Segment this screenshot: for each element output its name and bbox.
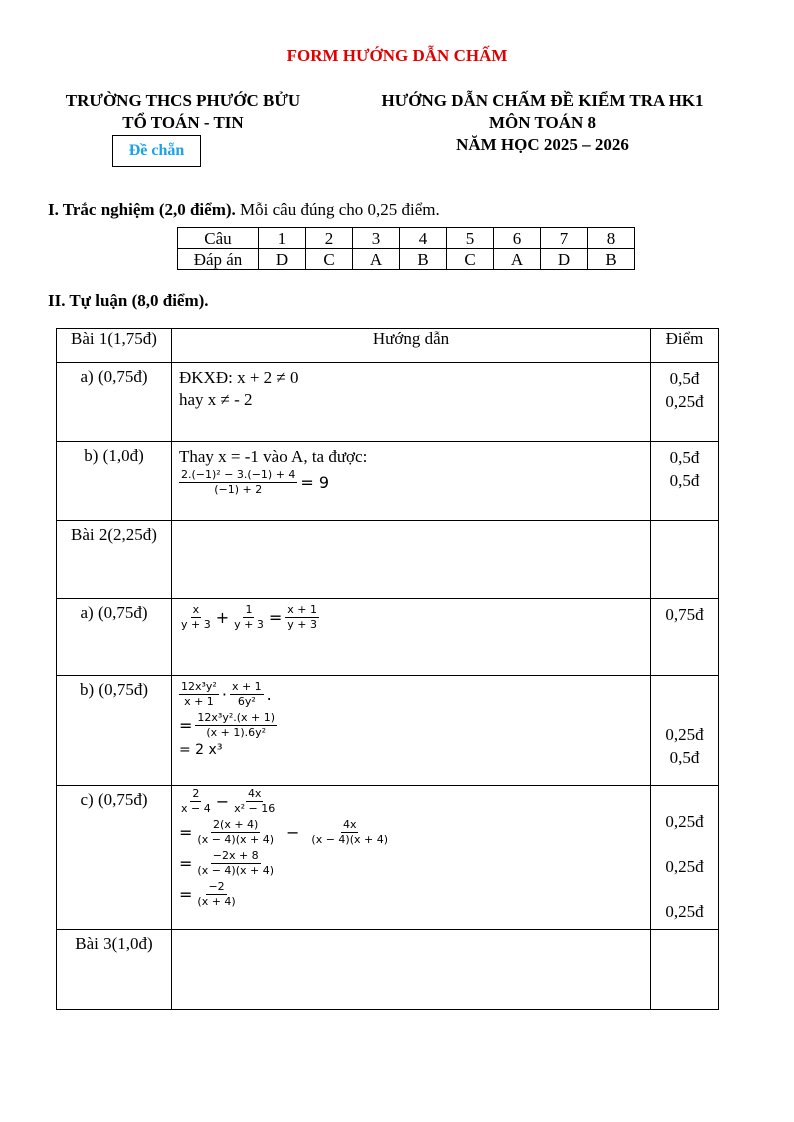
fraction-denominator: (x − 4)(x + 4) xyxy=(197,833,275,846)
fraction-numerator: 2 xyxy=(192,787,200,800)
score: 0,75đ xyxy=(665,605,704,624)
guide-line: ĐKXĐ: x + 2 ≠ 0 xyxy=(179,368,299,387)
answer-cell: A xyxy=(494,249,541,270)
version-label: Đề chẵn xyxy=(112,135,201,167)
guide-cell xyxy=(172,442,651,521)
score: 0,25đ xyxy=(665,857,704,876)
table-row-bai2 xyxy=(57,521,719,599)
fraction-numerator: 2(x + 4) xyxy=(213,818,259,831)
answer-cell: C xyxy=(447,249,494,270)
answer-cell: D xyxy=(541,249,588,270)
fraction-numerator: 4x xyxy=(247,787,262,800)
problem-label: Bài 3(1,0đ) xyxy=(57,930,172,1010)
score: 0,25đ xyxy=(665,812,704,831)
fraction xyxy=(195,711,277,740)
fraction-denominator: x − 4 xyxy=(181,802,211,815)
fraction-numerator: x xyxy=(192,603,200,616)
guide-cell xyxy=(172,930,651,1010)
question-number: 3 xyxy=(353,228,400,249)
answer-row xyxy=(178,249,635,270)
operator: . xyxy=(266,685,272,704)
question-number: 5 xyxy=(447,228,494,249)
table-row-b2c xyxy=(57,786,719,930)
school-header xyxy=(48,90,318,134)
fraction-denominator: y + 3 xyxy=(287,618,317,631)
guide-cell xyxy=(172,676,651,786)
fraction-denominator: (x + 4) xyxy=(197,895,236,908)
answer-cell: B xyxy=(588,249,635,270)
fraction-denominator: (x − 4)(x + 4) xyxy=(311,833,389,846)
part-label: a) (0,75đ) xyxy=(57,599,172,676)
section1-heading xyxy=(48,200,440,220)
form-title: FORM HƯỚNG DẪN CHẤM xyxy=(286,46,508,65)
fraction-denominator: x + 1 xyxy=(184,695,214,708)
fraction-denominator: x² − 16 xyxy=(234,802,276,815)
question-row-label: Câu xyxy=(178,228,259,249)
score: 0,5đ xyxy=(669,471,700,490)
question-number: 8 xyxy=(588,228,635,249)
table-row-b1a xyxy=(57,363,719,442)
fraction-numerator: 4x xyxy=(342,818,357,831)
exam-header xyxy=(355,90,730,156)
guide-cell xyxy=(172,521,651,599)
exam-title: HƯỚNG DẪN CHẤM ĐỀ KIỂM TRA HK1 xyxy=(381,91,704,110)
question-number: 1 xyxy=(259,228,306,249)
score: 0,5đ xyxy=(669,369,700,388)
table-row-b2b xyxy=(57,676,719,786)
operator: · xyxy=(221,685,227,704)
score-cell xyxy=(651,786,719,930)
operator: = xyxy=(179,823,193,842)
fraction-denominator: (x − 4)(x + 4) xyxy=(197,864,275,877)
department-name: TỔ TOÁN - TIN xyxy=(122,113,244,132)
grading-table xyxy=(56,328,719,1010)
fraction-denominator: 6y² xyxy=(237,695,256,708)
fraction-numerator: −2 xyxy=(208,880,225,893)
fraction xyxy=(179,603,213,632)
score: 0,25đ xyxy=(665,725,704,744)
score-cell xyxy=(651,521,719,599)
score-cell xyxy=(651,599,719,676)
result: = 9 xyxy=(300,473,330,492)
table-row-bai3 xyxy=(57,930,719,1010)
header-guide: Hướng dẫn xyxy=(172,329,651,363)
answer-cell: B xyxy=(400,249,447,270)
section1-title: I. Trắc nghiệm (2,0 điểm). xyxy=(48,200,236,219)
exam-subject: MÔN TOÁN 8 xyxy=(488,113,597,132)
answer-cell: C xyxy=(306,249,353,270)
formula-line xyxy=(179,711,650,740)
formula-line xyxy=(179,880,650,909)
fraction-numerator: 2.(−1)² − 3.(−1) + 4 xyxy=(181,468,296,481)
fraction xyxy=(195,880,237,909)
operator: − xyxy=(286,823,300,842)
fraction-numerator: 12x³y².(x + 1) xyxy=(197,711,276,724)
formula-line xyxy=(179,818,650,847)
question-number: 6 xyxy=(494,228,541,249)
operator: − xyxy=(215,792,230,811)
fraction-numerator: 1 xyxy=(245,603,253,616)
question-number: 7 xyxy=(541,228,588,249)
multiple-choice-table xyxy=(177,227,635,270)
question-number: 2 xyxy=(306,228,353,249)
fraction xyxy=(195,818,276,847)
part-label: b) (1,0đ) xyxy=(57,442,172,521)
score-cell xyxy=(651,363,719,442)
exam-year: NĂM HỌC 2025 – 2026 xyxy=(456,135,629,154)
part-label: b) (0,75đ) xyxy=(57,676,172,786)
table-row-b1b xyxy=(57,442,719,521)
question-number: 4 xyxy=(400,228,447,249)
operator: + xyxy=(215,608,230,627)
fraction-numerator: −2x + 8 xyxy=(212,849,259,862)
part-label: c) (0,75đ) xyxy=(57,786,172,930)
fraction-denominator: (−1) + 2 xyxy=(214,483,263,496)
school-name: TRƯỜNG THCS PHƯỚC BỬU xyxy=(65,91,301,110)
score-cell xyxy=(651,676,719,786)
score-cell xyxy=(651,442,719,521)
formula-line xyxy=(179,742,650,758)
fraction xyxy=(179,680,219,709)
fraction-numerator: 12x³y² xyxy=(181,680,217,693)
operator: = xyxy=(268,608,283,627)
fraction-numerator: x + 1 xyxy=(287,603,317,616)
formula-line xyxy=(179,680,650,709)
fraction xyxy=(285,603,319,632)
guide-cell xyxy=(172,363,651,442)
header-score: Điểm xyxy=(651,329,719,363)
question-row xyxy=(178,228,635,249)
table-header-row xyxy=(57,329,719,363)
fraction xyxy=(232,787,277,816)
table-row-b2a xyxy=(57,599,719,676)
fraction xyxy=(309,818,390,847)
section2-heading xyxy=(48,291,209,311)
score: 0,25đ xyxy=(665,392,704,411)
fraction-denominator: y + 3 xyxy=(234,618,264,631)
section1-note: Mỗi câu đúng cho 0,25 điểm. xyxy=(235,200,440,219)
operator: = xyxy=(179,885,193,904)
fraction-numerator: x + 1 xyxy=(231,680,262,693)
problem-label: Bài 2(2,25đ) xyxy=(57,521,172,599)
score-cell xyxy=(651,930,719,1010)
score: 0,5đ xyxy=(669,748,700,767)
answer-row-label: Đáp án xyxy=(178,249,259,270)
fraction xyxy=(230,680,264,709)
fraction-denominator: y + 3 xyxy=(181,618,211,631)
fraction xyxy=(232,603,266,632)
fraction xyxy=(179,787,213,816)
answer-cell: A xyxy=(353,249,400,270)
header-problem: Bài 1(1,75đ) xyxy=(57,329,172,363)
formula-line xyxy=(179,603,650,632)
score: 0,5đ xyxy=(669,448,700,467)
part-label: a) (0,75đ) xyxy=(57,363,172,442)
answer-cell: D xyxy=(259,249,306,270)
guide-line: Thay x = -1 vào A, ta được: xyxy=(179,447,368,466)
fraction xyxy=(179,468,297,497)
formula-line xyxy=(179,787,650,816)
guide-cell xyxy=(172,786,651,930)
fraction-denominator: (x + 1).6y² xyxy=(206,726,267,739)
operator: = xyxy=(179,716,193,735)
formula-line xyxy=(179,468,650,497)
result: = 2 x³ xyxy=(179,742,223,758)
guide-cell xyxy=(172,599,651,676)
guide-line: hay x ≠ - 2 xyxy=(179,390,253,409)
formula-line xyxy=(179,849,650,878)
score: 0,25đ xyxy=(665,902,704,921)
fraction xyxy=(195,849,276,878)
section2-title: II. Tự luận (8,0 điểm). xyxy=(48,291,209,310)
operator: = xyxy=(179,854,193,873)
